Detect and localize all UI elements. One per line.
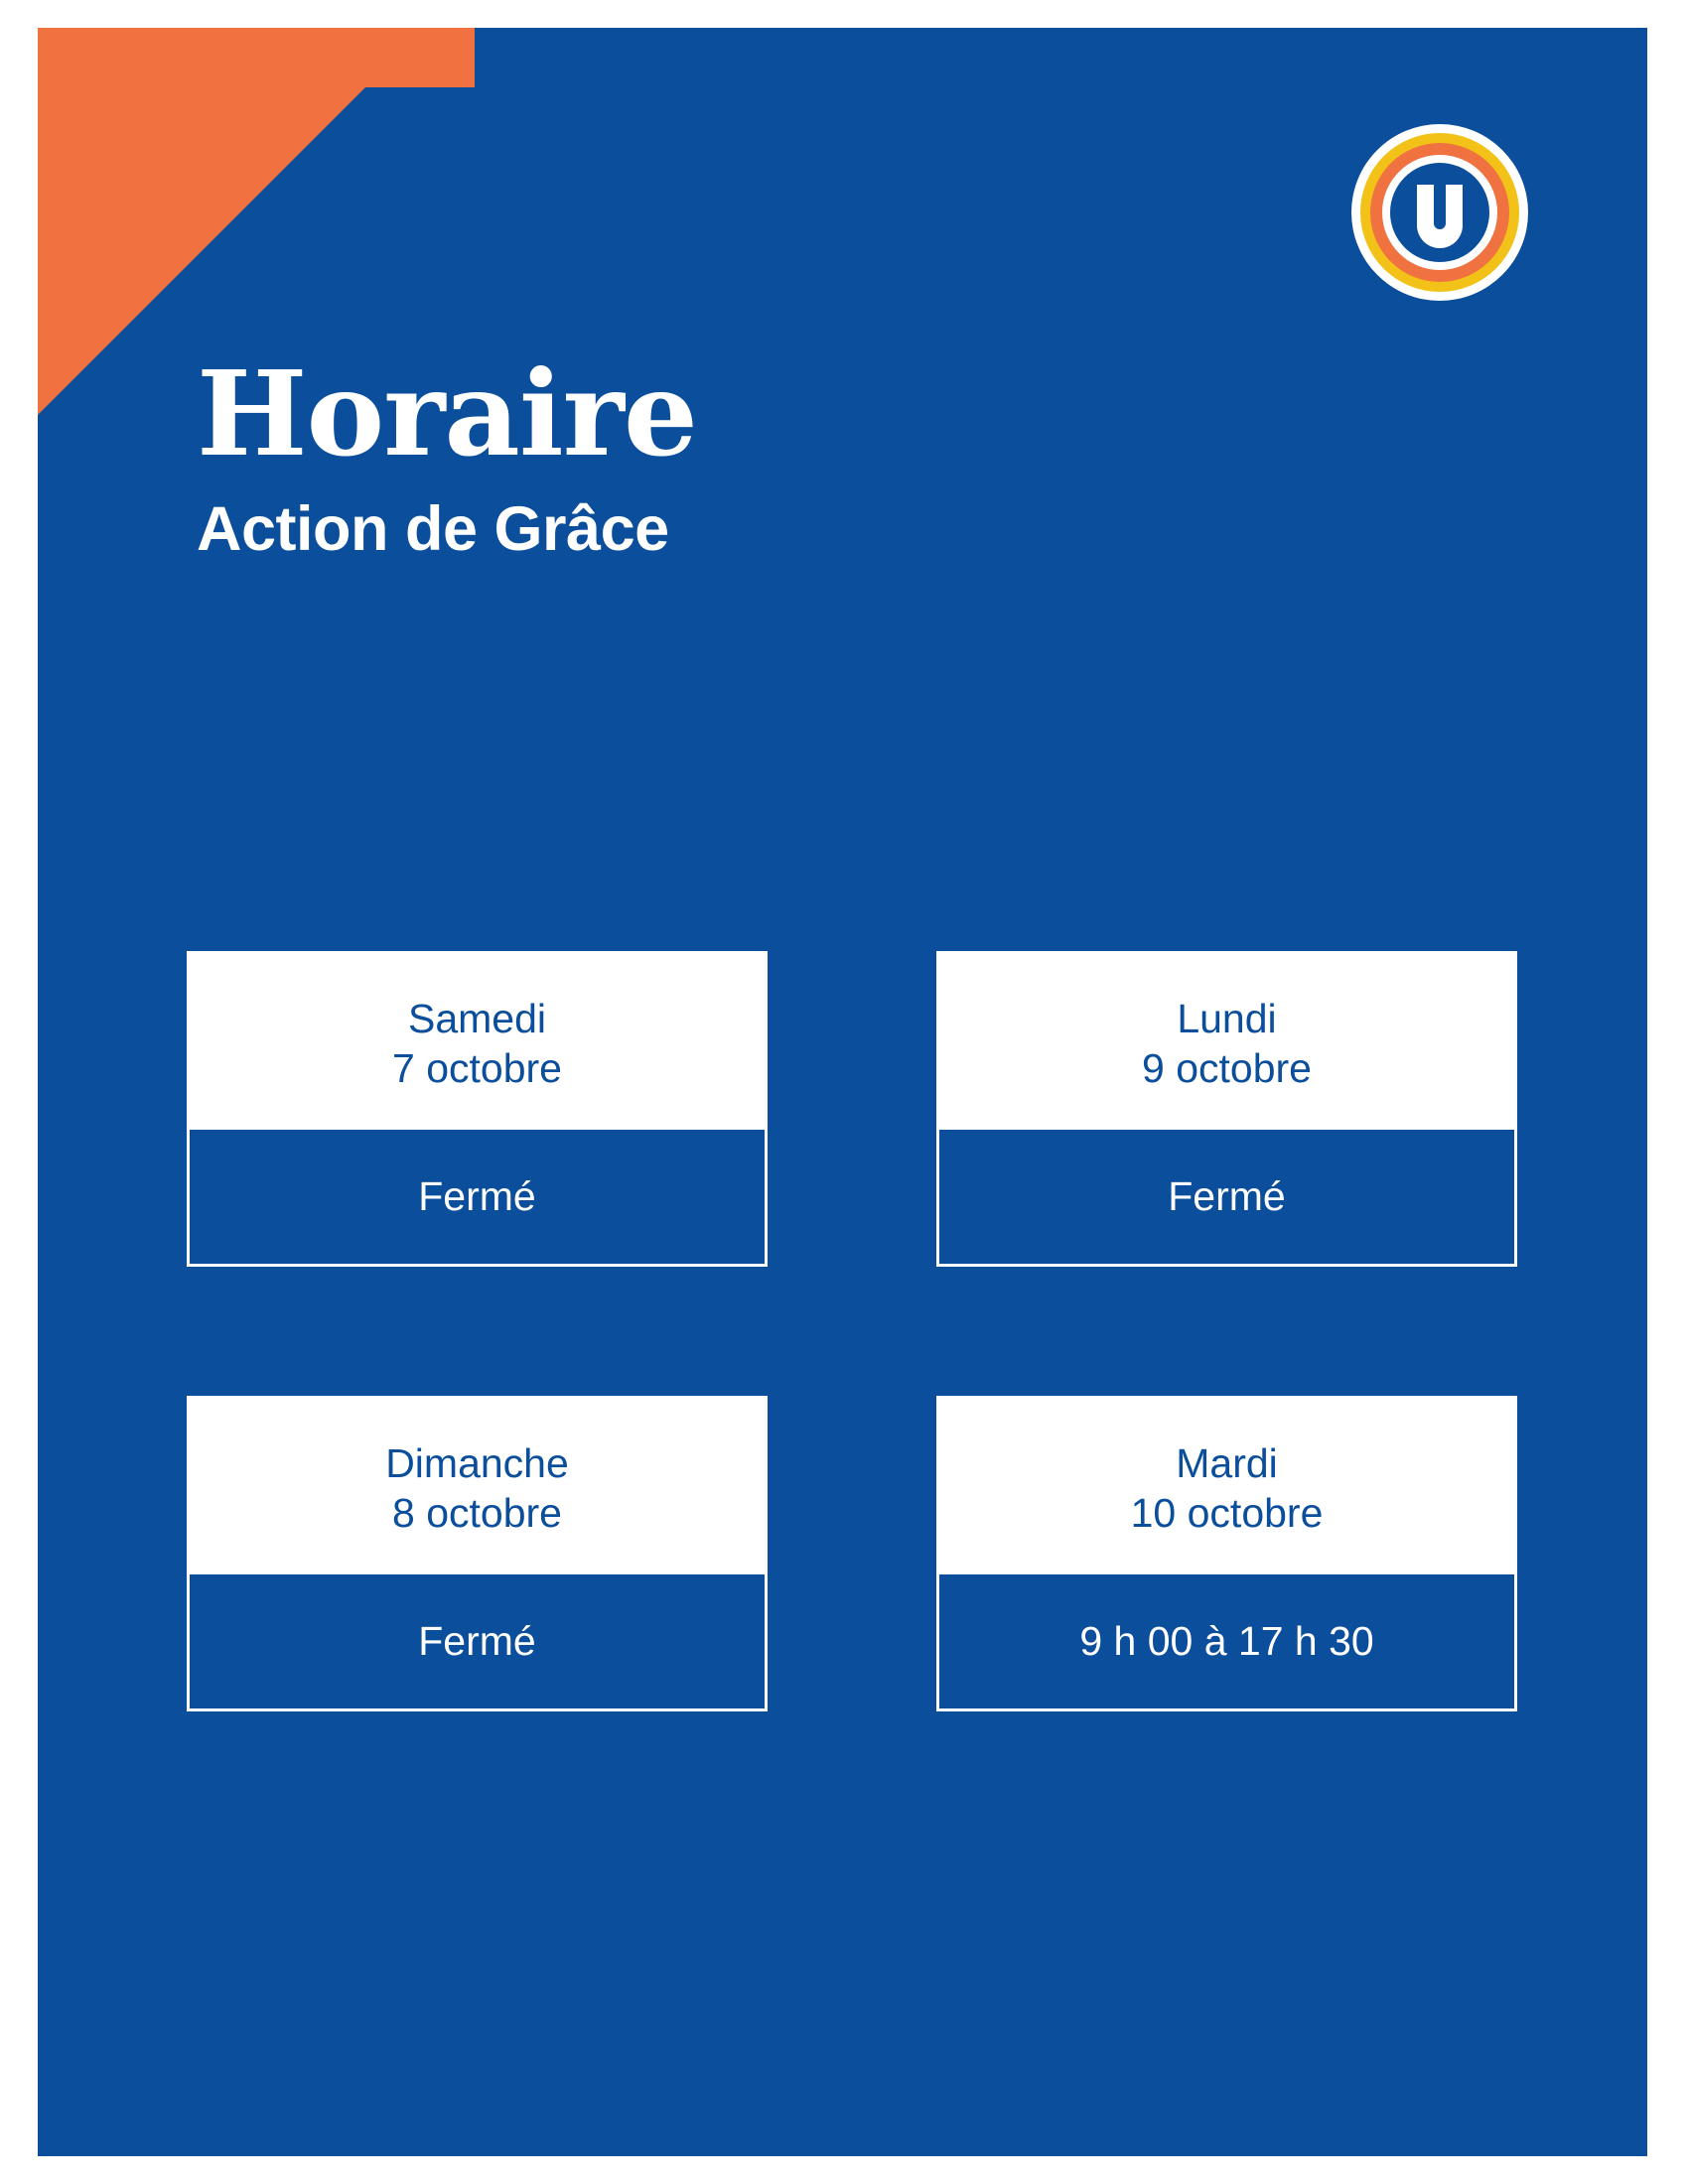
schedule-hours: 9 h 00 à 17 h 30 — [939, 1571, 1514, 1708]
schedule-card-header — [190, 1399, 765, 1571]
university-logo — [1349, 122, 1530, 303]
schedule-date: 10 octobre — [1130, 1490, 1324, 1537]
schedule-date: 9 octobre — [1142, 1045, 1312, 1092]
schedule-day: Lundi — [1177, 996, 1277, 1041]
orange-corner-decoration-fill — [38, 28, 475, 87]
schedule-card-header — [939, 1399, 1514, 1571]
schedule-day: Mardi — [1176, 1440, 1278, 1487]
schedule-day: Samedi — [407, 996, 546, 1041]
schedule-date: 7 octobre — [392, 1045, 562, 1092]
page-subtitle: Action de Grâce — [197, 494, 669, 564]
schedule-hours: Fermé — [939, 1127, 1514, 1264]
schedule-card — [187, 1396, 768, 1711]
schedule-date: 8 octobre — [392, 1490, 562, 1537]
schedule-card — [187, 951, 768, 1267]
schedule-card — [936, 951, 1517, 1267]
page-title: Horaire — [197, 344, 697, 482]
poster — [38, 28, 1647, 2156]
schedule-grid — [187, 951, 1517, 1711]
schedule-hours: Fermé — [190, 1571, 765, 1708]
schedule-card-header — [190, 954, 765, 1127]
schedule-hours: Fermé — [190, 1127, 765, 1264]
schedule-card — [936, 1396, 1517, 1711]
schedule-day: Dimanche — [385, 1440, 569, 1487]
title-block — [197, 344, 1289, 564]
schedule-card-header — [939, 954, 1514, 1127]
